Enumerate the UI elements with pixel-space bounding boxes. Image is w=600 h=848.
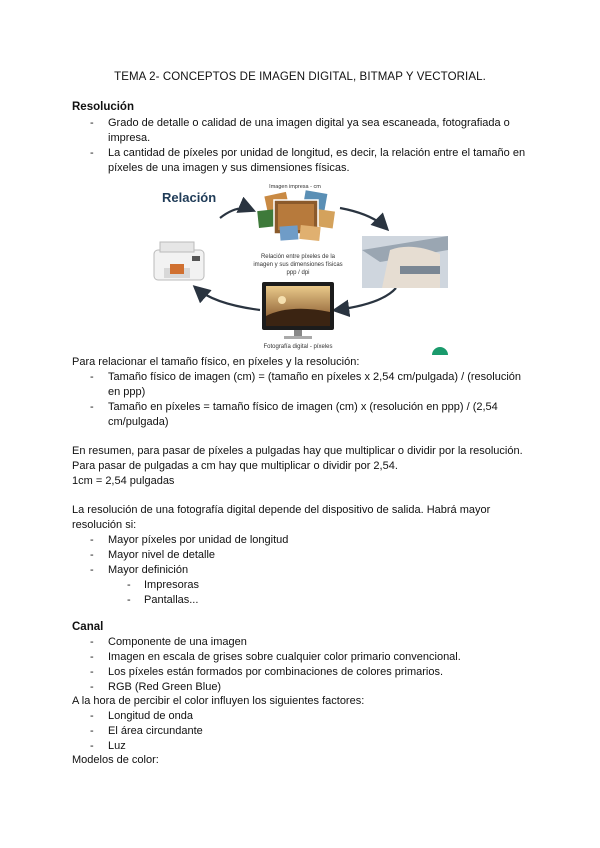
relacionar-intro: Para relacionar el tamaño físico, en píxeles y la resolución:	[72, 356, 360, 368]
figure-title: Relación	[162, 190, 217, 205]
resumen-line-1: En resumen, para pasar de píxeles a pulgadas hay que multiplicar o dividir por la resolución.	[72, 445, 523, 457]
list-item: - RGB (Red Green Blue)	[72, 680, 532, 695]
arrow-top-left	[220, 208, 252, 218]
scanner-image	[362, 236, 448, 288]
list-item: - Tamaño físico de imagen (cm) = (tamaño en píxeles x 2,54 cm/pulgada) / (resolución en ppp)	[72, 370, 532, 400]
arrow-bottom-right	[336, 288, 396, 310]
fotografia-intro: La resolución de una fotografía digital depende del dispositivo de salida. Habrá mayor resolución si:	[72, 504, 491, 531]
list-item: - Mayor definición	[72, 563, 532, 578]
top-label: Imagen impresa - cm	[269, 184, 321, 190]
list-item: - Los píxeles están formados por combinaciones de colores primarios.	[72, 665, 532, 680]
center-label-1: Relación entre píxeles de la	[260, 254, 336, 260]
heading-canal: Canal	[72, 621, 104, 633]
list-item: - Grado de detalle o calidad de una imagen digital ya sea escaneada, fotografiada o impresa.	[72, 116, 532, 146]
fotografia-list	[72, 533, 532, 608]
center-label-3: ppp / dpi	[286, 270, 310, 276]
resumen-line-2: Para pasar de pulgadas a cm hay que multiplicar o dividir por 2,54.	[72, 460, 398, 472]
list-item: - Luz	[72, 739, 532, 754]
list-item: - Imagen en escala de grises sobre cualquier color primario convencional.	[72, 650, 532, 665]
printer-image	[154, 242, 204, 280]
list-item: - Mayor píxeles por unidad de longitud	[72, 533, 532, 548]
photo-collage-image	[257, 190, 335, 241]
monitor-image	[262, 282, 334, 339]
relacion-diagram	[150, 180, 450, 355]
sub-list-item: - Impresoras	[72, 578, 532, 593]
heading-resolucion: Resolución	[72, 101, 134, 113]
modelos-color: Modelos de color:	[72, 754, 159, 766]
color-factors-intro: A la hora de percibir el color influyen los siguientes factores:	[72, 695, 365, 707]
list-item: - Tamaño en píxeles = tamaño físico de imagen (cm) x (resolución en ppp) / (2,54 cm/pulgada)	[72, 400, 532, 430]
arrow-bottom-left	[196, 288, 260, 310]
canal-list	[72, 635, 532, 695]
bottom-label: Fotografía digital - píxeles	[263, 344, 333, 350]
list-item: - Longitud de onda	[72, 709, 532, 724]
resumen-line-3: 1cm = 2,54 pulgadas	[72, 475, 175, 487]
sub-list-item: - Pantallas...	[72, 593, 532, 608]
page-title: TEMA 2- CONCEPTOS DE IMAGEN DIGITAL, BITMAP Y VECTORIAL.	[114, 71, 486, 83]
corner-badge-icon	[432, 347, 448, 355]
list-item: - El área circundante	[72, 724, 532, 739]
center-label-2: imagen y sus dimensiones físicas	[253, 262, 343, 268]
color-factors-list	[72, 709, 532, 754]
list-item: - Componente de una imagen	[72, 635, 532, 650]
arrow-top-right	[340, 208, 386, 228]
list-item: - La cantidad de píxeles por unidad de longitud, es decir, la relación entre el tamaño en píxeles de una imagen y sus dimensiones físicas.	[72, 146, 532, 176]
relacionar-list	[72, 370, 532, 430]
list-item: - Mayor nivel de detalle	[72, 548, 532, 563]
resolucion-list	[72, 116, 532, 176]
